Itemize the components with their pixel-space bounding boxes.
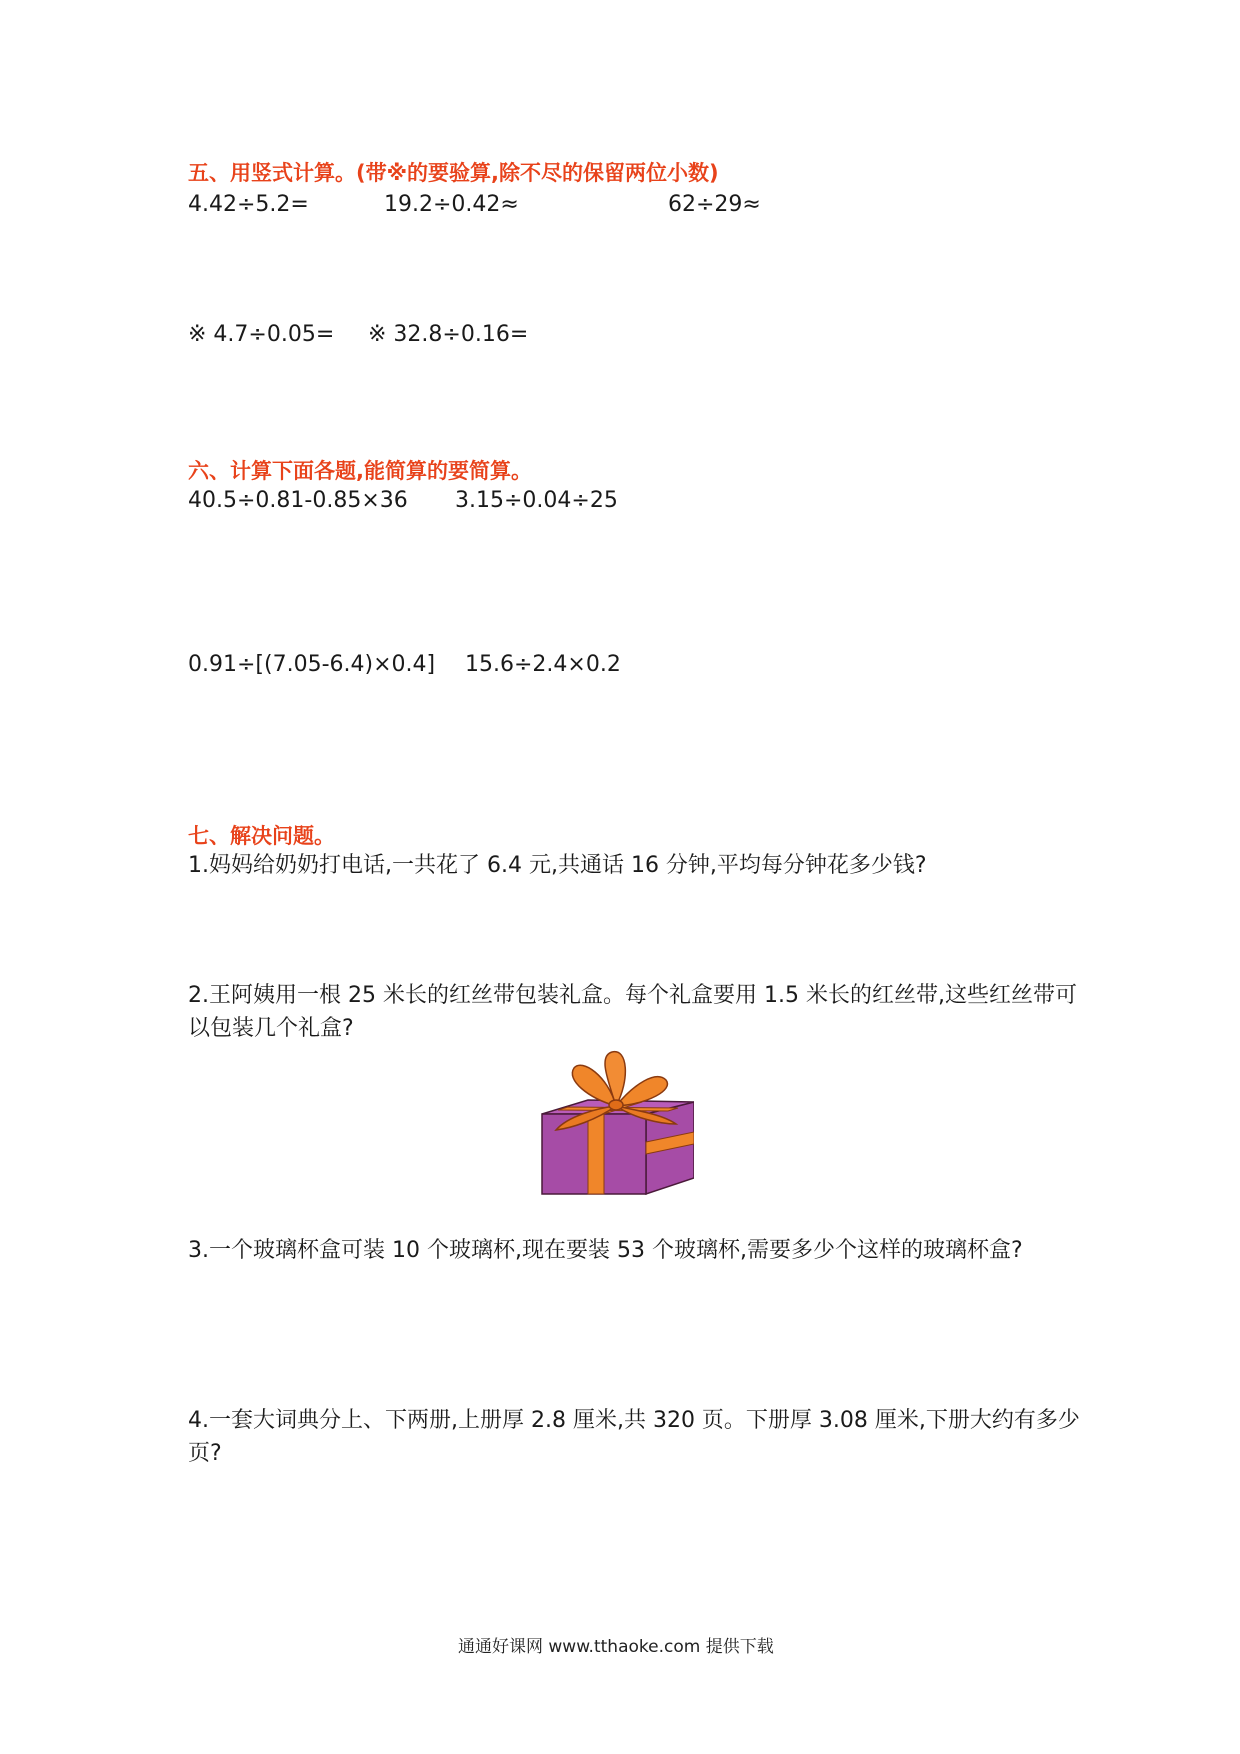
- problem-6-2: 3.15÷0.04÷25: [455, 488, 618, 513]
- section-5-heading: 五、用竖式计算。(带※的要验算,除不尽的保留两位小数): [188, 161, 719, 185]
- problem-5-1: 4.42÷5.2=: [188, 192, 309, 217]
- problem-5-3: 62÷29≈: [668, 192, 761, 217]
- problem-5-5: ※ 32.8÷0.16=: [368, 322, 529, 347]
- gift-box-icon: [538, 1050, 694, 1200]
- footer-credit: 通通好课网 www.tthaoke.com 提供下载: [458, 1637, 774, 1657]
- word-problem-2-line-2: 以包装几个礼盒?: [188, 1016, 354, 1041]
- word-problem-4-line-1: 4.一套大词典分上、下两册,上册厚 2.8 厘米,共 320 页。下册厚 3.08 厘米,下册大约有多少: [188, 1408, 1080, 1433]
- problem-5-2: 19.2÷0.42≈: [384, 192, 519, 217]
- problem-6-4: 15.6÷2.4×0.2: [465, 652, 621, 677]
- section-7-heading: 七、解决问题。: [188, 824, 335, 848]
- word-problem-4-line-2: 页?: [188, 1441, 222, 1466]
- word-problem-1: 1.妈妈给奶奶打电话,一共花了 6.4 元,共通话 16 分钟,平均每分钟花多少钱?: [188, 853, 927, 878]
- word-problem-2-line-1: 2.王阿姨用一根 25 米长的红丝带包装礼盒。每个礼盒要用 1.5 米长的红丝带,这些红丝带可: [188, 983, 1077, 1008]
- section-6-heading: 六、计算下面各题,能简算的要简算。: [188, 459, 532, 483]
- word-problem-3: 3.一个玻璃杯盒可装 10 个玻璃杯,现在要装 53 个玻璃杯,需要多少个这样的玻璃杯盒?: [188, 1238, 1023, 1263]
- problem-6-1: 40.5÷0.81-0.85×36: [188, 488, 408, 513]
- ribbon-vertical: [588, 1114, 604, 1194]
- bow-knot: [609, 1100, 623, 1110]
- problem-5-4: ※ 4.7÷0.05=: [188, 322, 335, 347]
- problem-6-3: 0.91÷[(7.05-6.4)×0.4]: [188, 652, 436, 677]
